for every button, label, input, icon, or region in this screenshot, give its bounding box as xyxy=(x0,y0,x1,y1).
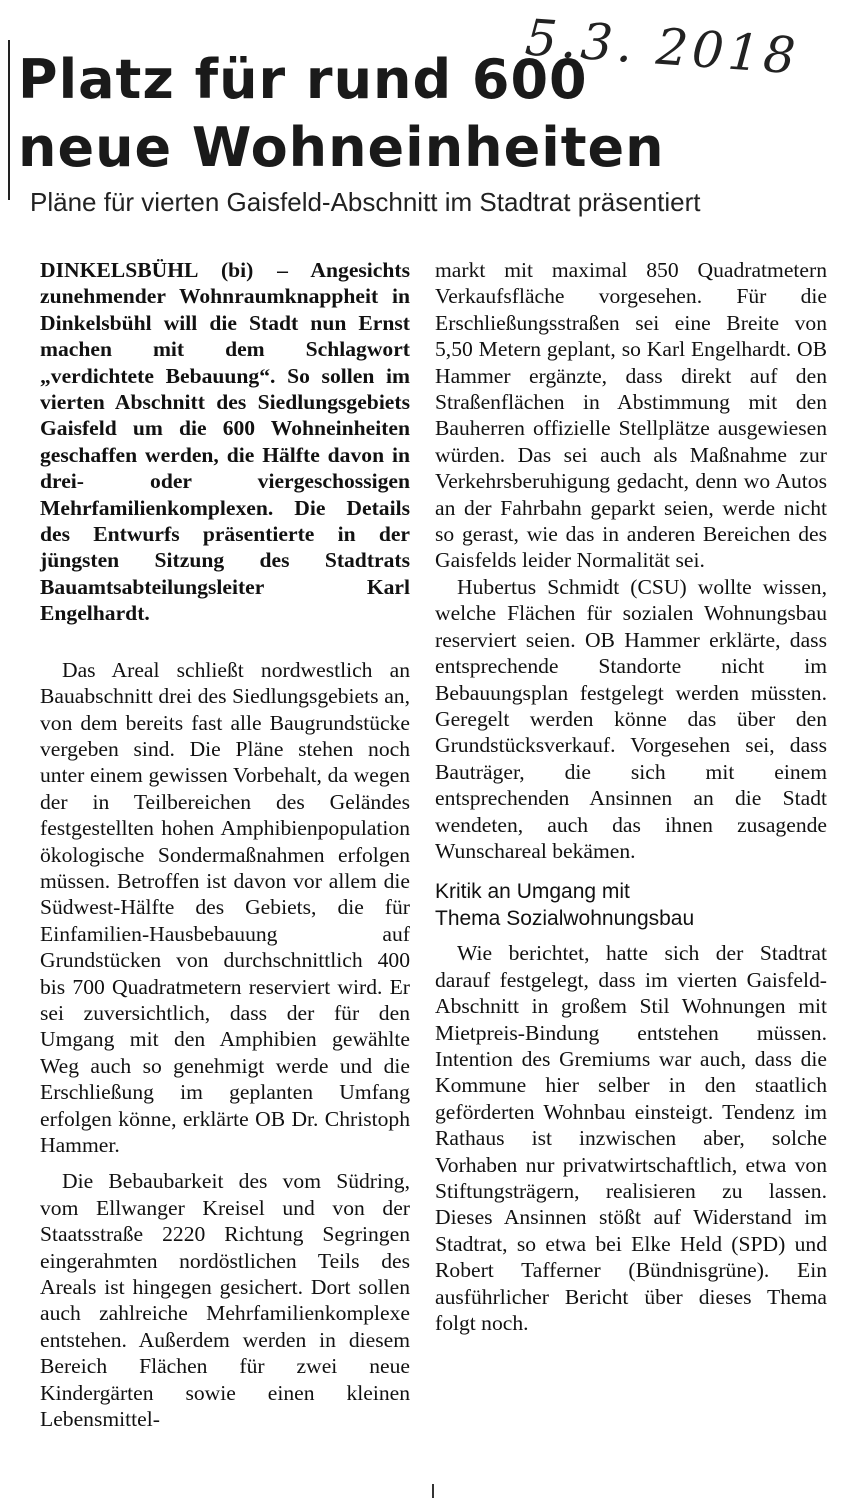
article-column-left xyxy=(40,257,410,1432)
headline-line-2: neue Wohneinheiten xyxy=(18,116,665,179)
subheadline: Pläne für vierten Gaisfeld-Abschnitt im Stadtrat präsentiert xyxy=(30,187,701,217)
section-subheading-line-2: Thema Sozialwohnungsbau xyxy=(435,907,695,931)
cut-mark xyxy=(432,1484,434,1498)
article-paragraph: Wie berichtet, hatte sich der Stadtrat darauf festgelegt, dass im vierten Gaisfeld-Abschnitt in großem Stil Wohnungen mit Mietpreis-Bindung entstehen müssen. Intention des Gremiums war auch, dass die Kommune hier selber in den staatlich geförderten Wohnbau einsteigt. Tendenz im Rathaus ist inzwischen aber, solche Vorhaben nur privatwirtschaftlich, etwa von Stiftungsträgern, realisieren zu lassen. Dieses Ansinnen stößt auf Widerstand im Stadtrat, so etwa bei Elke Held (SPD) und Robert Tafferner (Bündnisgrüne). Ein ausführlicher Bericht über dieses Thema folgt noch. xyxy=(435,941,827,1336)
article-paragraph: Das Areal schließt nordwestlich an Bauabschnitt drei des Siedlungsgebiets an, von dem bereits fast alle Baugrundstücke vergeben sind. Die Pläne stehen noch unter einem gewissen Vorbehalt, da wegen der in Teilbereichen des Geländes festgestellten hohen Amphibienpopulation ökologische Sondermaßnahmen erfolgen müssen. Betroffen ist davon vor allem die Südwest-Hälfte des Gebiets, die für Einfamilien-Hausbebauung auf Grundstücken von durchschnittlich 400 bis 700 Quadratmetern reserviert wird. Er sei zuversichtlich, dass der für den Umgang mit den Amphibien gewählte Weg auch so genehmigt werde und die Erschließung im geplanten Umfang erfolgen könne, erklärte OB Dr. Christoph Hammer. xyxy=(40,657,410,1157)
article-column-right xyxy=(435,257,827,1336)
article-paragraph: Hubertus Schmidt (CSU) wollte wissen, welche Flächen für sozialen Wohnungsbau reserviert seien. OB Hammer erklärte, dass entsprechende Standorte nicht im Bebauungsplan festgelegt werden müssten. Geregelt werden könne das über den Grundstücksverkauf. Vorgesehen sei, dass Bauträger, die sich mit einem entsprechenden Ansinnen an die Stadt wendeten, auch das ihnen zusagende Wunschareal bekämen. xyxy=(435,574,827,863)
section-subheading xyxy=(435,878,827,932)
headline xyxy=(18,46,665,182)
article-paragraph: Die Bebaubarkeit des vom Südring, vom Ellwanger Kreisel und von der Staatsstraße 2220 Richtung Segringen eingerahmten nordöstlichen Teils des Areals ist hingegen gesichert. Dort sollen auch zahlreiche Mehrfamilienkomplexe entstehen. Außerdem werden in diesem Bereich Flächen für zwei neue Kindergärten sowie einen kleinen Lebensmittel- xyxy=(40,1169,410,1432)
column-rule xyxy=(8,40,10,200)
article-lead: DINKELSBÜHL (bi) – Angesichts zunehmender Wohnraumknappheit in Dinkelsbühl will die Stadt nun Ernst machen mit dem Schlagwort „verdichtete Bebauung“. So sollen im vierten Abschnitt des Siedlungsgebiets Gaisfeld um die 600 Wohneinheiten geschaffen werden, die Hälfte davon in drei- oder viergeschossigen Mehrfamilienkomplexen. Die Details des Entwurfs präsentierte in der jüngsten Sitzung des Stadtrats Bauamtsabteilungsleiter Karl Engelhardt. xyxy=(40,258,410,626)
handwritten-date: 5.3. 2018 xyxy=(523,8,802,86)
section-subheading-line-1: Kritik an Umgang mit xyxy=(435,880,630,904)
headline-line-1: Platz für rund 600 xyxy=(18,48,588,111)
article-paragraph: markt mit maximal 850 Quadratmetern Verkaufsfläche vorgesehen. Für die Erschließungsstraßen sei eine Breite von 5,50 Metern geplant, so Karl Engelhardt. OB Hammer ergänzte, dass direkt auf den Straßenflächen in Abstimmung mit den Bauherren offizielle Stellplätze ausgewiesen würden. Das sei auch als Maßnahme zur Verkehrsberuhigung gedacht, denn wo Autos an der Fahrbahn geparkt seien, werde nicht so gerast, wie das in anderen Bereichen des Gaisfelds leider Normalität sei. xyxy=(435,258,827,573)
